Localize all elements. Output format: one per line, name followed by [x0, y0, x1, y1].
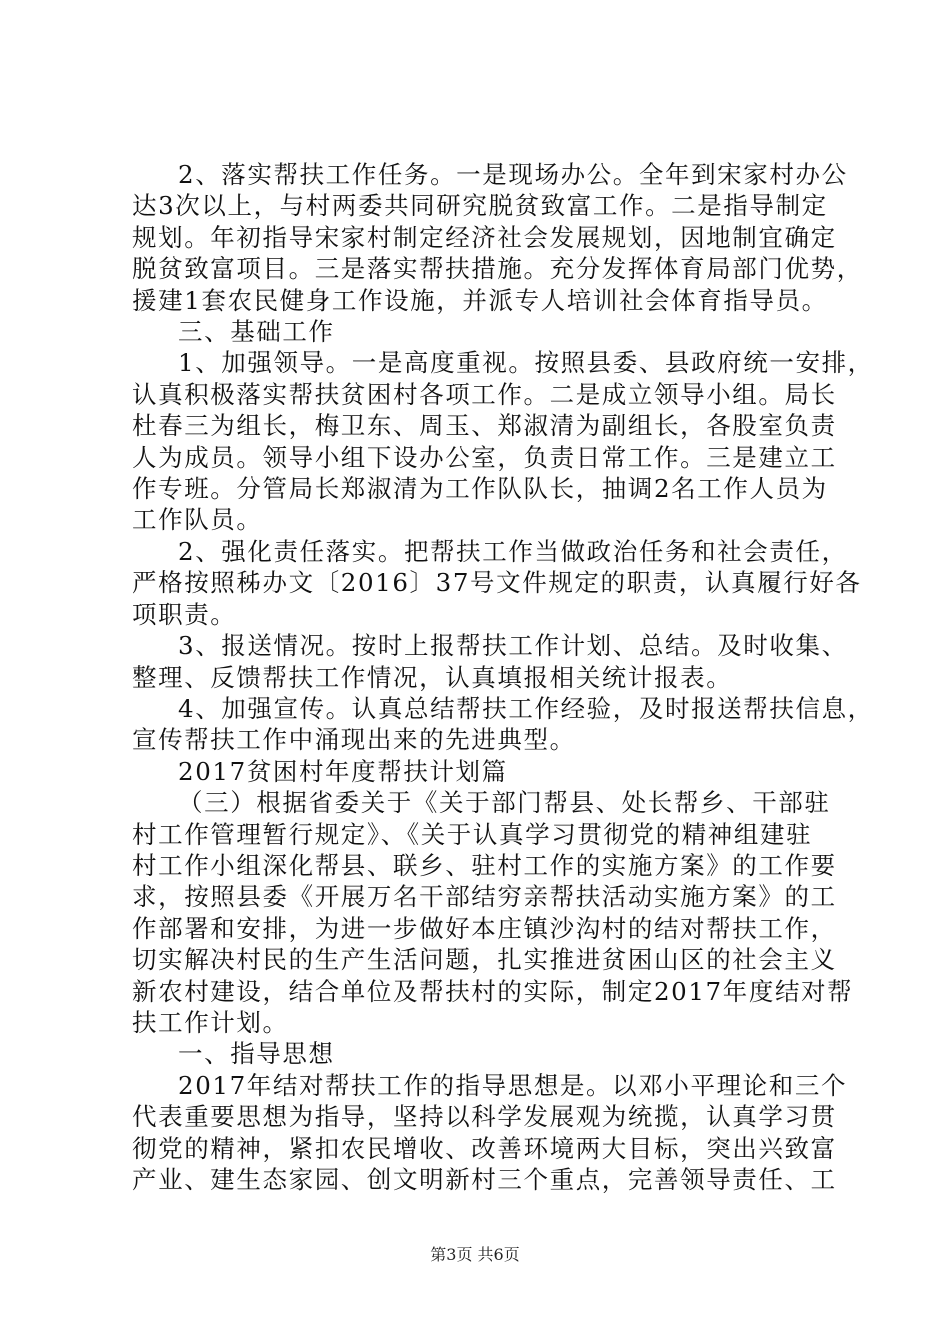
text-line: 宣传帮扶工作中涌现出来的先进典型。 — [132, 725, 576, 754]
text-line: 4、加强宣传。认真总结帮扶工作经验，及时报送帮扶信息， — [178, 694, 874, 723]
text-line: 1、加强领导。一是高度重视。按照县委、县政府统一安排， — [178, 348, 874, 377]
text-line: 工作队员。 — [132, 505, 263, 534]
text-line: 作专班。分管局长郑淑清为工作队队长，抽调2名工作人员为 — [132, 474, 828, 503]
text-line: 援建1套农民健身工作设施，并派专人培训社会体育指导员。 — [132, 286, 828, 315]
text-line: 新农村建设，结合单位及帮扶村的实际，制定2017年度结对帮 — [132, 977, 854, 1006]
text-line: 人为成员。领导小组下设办公室，负责日常工作。三是建立工 — [132, 443, 837, 472]
text-line: 认真积极落实帮扶贫困村各项工作。二是成立领导小组。局长 — [132, 380, 837, 409]
text-line: 作部署和安排，为进一步做好本庄镇沙沟村的结对帮扶工作， — [132, 914, 837, 943]
text-line: 项职责。 — [132, 600, 237, 629]
text-line: 产业、建生态家园、创文明新村三个重点，完善领导责任、工 — [132, 1165, 837, 1194]
text-line: 2、强化责任落实。把帮扶工作当做政治任务和社会责任， — [178, 537, 848, 566]
text-line: 求，按照县委《开展万名干部结穷亲帮扶活动实施方案》的工 — [132, 882, 837, 911]
section-heading: 2017贫困村年度帮扶计划篇 — [178, 757, 508, 786]
text-line: 村工作管理暂行规定》、《关于认真学习贯彻党的精神组建驻 — [132, 820, 813, 849]
text-line: 规划。年初指导宋家村制定经济社会发展规划，因地制宜确定 — [132, 223, 837, 252]
text-line: 扶工作计划。 — [132, 1008, 289, 1037]
text-line: 彻党的精神，紧扣农民增收、改善环境两大目标，突出兴致富 — [132, 1134, 837, 1163]
text-line: 2017年结对帮扶工作的指导思想是。以邓小平理论和三个 — [178, 1071, 848, 1100]
text-line: 杜春三为组长，梅卫东、周玉、郑淑清为副组长，各股室负责 — [132, 411, 837, 440]
text-line: 整理、反馈帮扶工作情况，认真填报相关统计报表。 — [132, 663, 733, 692]
text-line: 村工作小组深化帮县、联乡、驻村工作的实施方案》的工作要 — [132, 851, 837, 880]
text-line: 达3次以上，与村两委共同研究脱贫致富工作。二是指导制定 — [132, 191, 828, 220]
text-line: 严格按照秭办文〔2016〕37号文件规定的职责，认真履行好各 — [132, 568, 862, 597]
section-heading: 三、基础工作 — [178, 317, 335, 346]
text-line: 切实解决村民的生产生活问题，扎实推进贫困山区的社会主义 — [132, 945, 837, 974]
text-line: 3、报送情况。按时上报帮扶工作计划、总结。及时收集、 — [178, 631, 848, 660]
page-footer: 第3页 共6页 — [430, 1245, 520, 1264]
section-heading: 一、指导思想 — [178, 1039, 335, 1068]
text-line: （三）根据省委关于《关于部门帮县、处长帮乡、干部驻 — [178, 788, 831, 817]
text-line: 代表重要思想为指导，坚持以科学发展观为统揽，认真学习贯 — [132, 1102, 837, 1131]
text-line: 2、落实帮扶工作任务。一是现场办公。全年到宋家村办公 — [178, 160, 848, 189]
text-line: 脱贫致富项目。三是落实帮扶措施。充分发挥体育局部门优势， — [132, 254, 863, 283]
